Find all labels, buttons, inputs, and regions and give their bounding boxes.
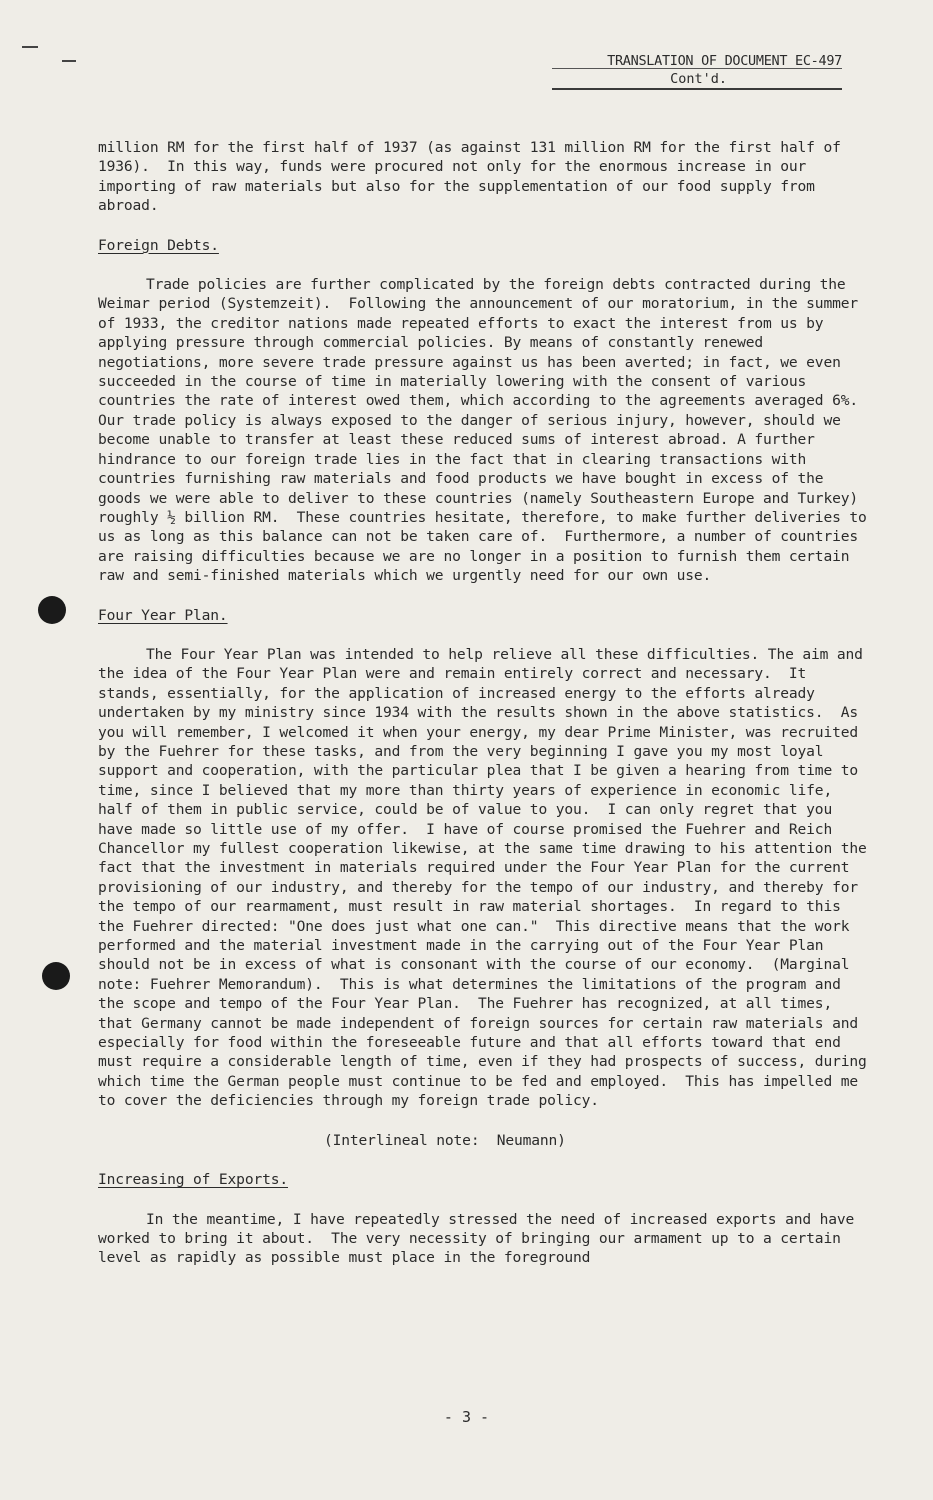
document-header xyxy=(552,52,842,88)
document-reference: TRANSLATION OF DOCUMENT EC-497 xyxy=(607,53,842,69)
page-number: - 3 - xyxy=(443,1408,490,1426)
paragraph-foreign-debts: Trade policies are further complicated by the foreign debts contracted during the Weimar period (Systemzeit). Following the announcement of our moratorium, in the summer of 1933, the creditor nations made repeated efforts to exact the interest from us by applying pressure through commercial policies. By means of constantly renewed negotiations, more severe trade pressure against us has been averted; in fact, we even succeeded in the course of time in materially lowering with the consent of various countries the rate of interest owed them, which according to the agreements averaged 6%. Our trade policy is always exposed to the danger of serious injury, however, should we become unable to transfer at least these reduced sums of interest abroad. A further hindrance to our foreign trade lies in the fact that in clearing transactions with countries furnishing raw materials and food products we have bought in excess of the goods we were able to deliver to these countries (namely Southeastern Europe and Turkey) roughly ½ billion RM. These countries hesitate, therefore, to make further deliveries to us as long as this balance can not be taken care of. Furthermore, a number of countries are raising difficulties because we are no longer in a position to furnish them certain raw and semi-finished materials which we urgently need for our own use. xyxy=(98,276,876,585)
paragraph-four-year-plan: The Four Year Plan was intended to help relieve all these difficulties. The aim and the idea of the Four Year Plan were and remain entirely correct and necessary. It stands, essentially, for the application of increased energy to the efforts already undertaken by my ministry since 1934 with the results shown in the above statistics. As you will remember, I welcomed it when your energy, my dear Prime Minister, was recruited by the Fuehrer for these tasks, and from the very beginning I gave you my most loyal support and cooperation, with the particular plea that I be given a hearing from time to time, since I believed that my more than thirty years of experience in economic life, half of them in public service, could be of value to you. I can only regret that you have made so little use of my offer. I have of course promised the Fuehrer and Reich Chancellor my fullest cooperation likewise, at the same time drawing to his attention the fact that the investment in materials required under the Four Year Plan for the current provisioning of our industry, and thereby for the tempo of our industry, and thereby for the tempo of our rearmament, must result in raw material shortages. In regard to this the Fuehrer directed: "One does just what one can." This directive means that the work performed and the material investment made in the carrying out of the Four Year Plan should not be in excess of what is consonant with the course of our economy. (Marginal note: Fuehrer Memorandum). This is what determines the limitations of the program and the scope and tempo of the Four Year Plan. The Fuehrer has recognized, at all times, that Germany cannot be made independent of foreign sources for certain raw materials and especially for food within the foreseeable future and that all efforts toward that end must require a considerable length of time, even if they had prospects of success, during which time the German people must continue to be fed and employed. This has impelled me to cover the deficiencies through my foreign trade policy. xyxy=(98,645,876,1110)
paragraph-increasing-exports: In the meantime, I have repeatedly stressed the need of increased exports and have worked to bring it about. The very necessity of bringing our armament up to a certain level as rapidly as possible must place in the foreground xyxy=(98,1210,863,1267)
staple-mark xyxy=(22,46,38,48)
section-heading-four-year-plan: Four Year Plan. xyxy=(98,606,228,624)
staple-mark xyxy=(62,60,76,62)
punch-hole-icon xyxy=(38,596,66,624)
header-underline xyxy=(552,68,842,69)
punch-hole-icon xyxy=(42,962,70,990)
continued-label: Cont'd. xyxy=(670,71,727,87)
section-heading-increasing-exports: Increasing of Exports. xyxy=(98,1171,288,1189)
interlineal-note: (Interlineal note: Neumann) xyxy=(324,1131,566,1149)
section-heading-foreign-debts: Foreign Debts. xyxy=(98,236,219,254)
document-body xyxy=(98,138,876,1268)
opening-paragraph: million RM for the first half of 1937 (as against 131 million RM for the first half of 1936). In this way, funds were procured not only for the enormous increase in our importing of raw materials but also for the supplementation of our food supply from abroad. xyxy=(98,139,850,215)
header-rule xyxy=(552,88,842,90)
